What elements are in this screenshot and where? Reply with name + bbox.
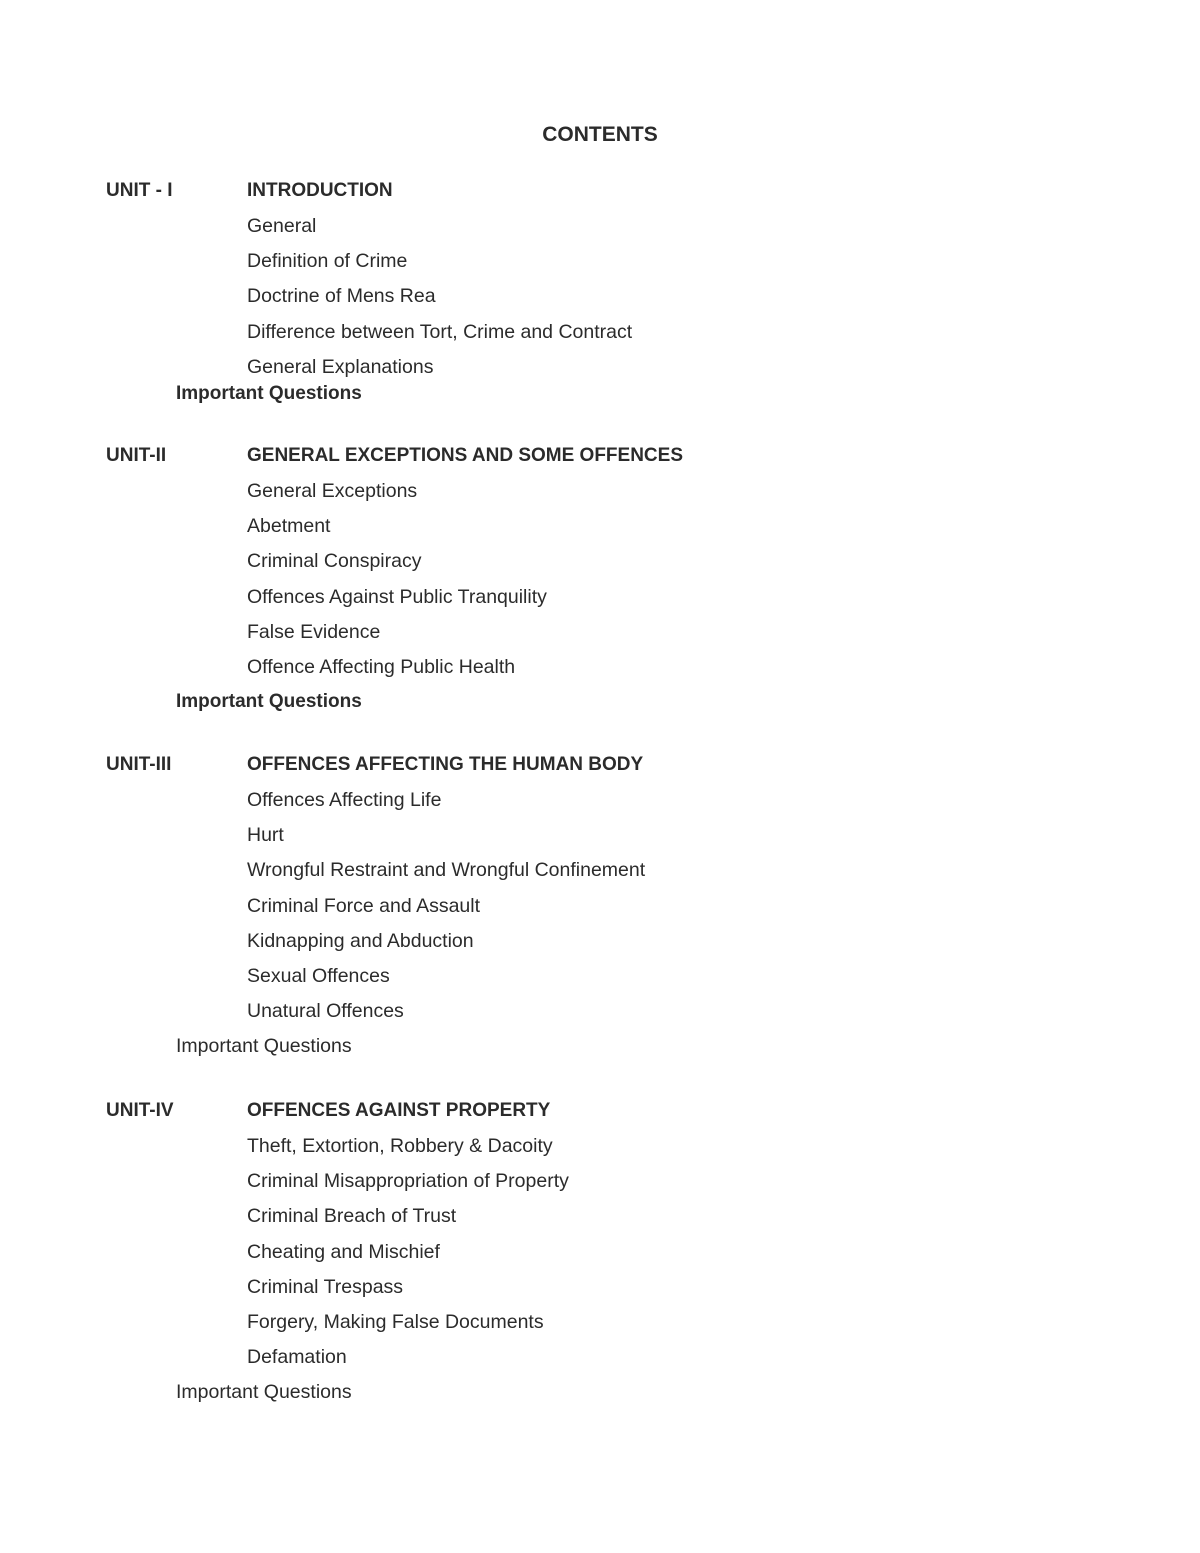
topic-item: Definition of Crime: [247, 250, 408, 273]
page-title: CONTENTS: [542, 123, 658, 146]
topic-item: Criminal Misappropriation of Property: [247, 1170, 569, 1193]
topic-item: Offences Against Public Tranquility: [247, 585, 547, 608]
unit-header: [0, 178, 1200, 213]
topic-item: Forgery, Making False Documents: [247, 1310, 544, 1333]
topic-item: Kidnapping and Abduction: [247, 929, 474, 952]
unit-header: [0, 443, 1200, 478]
topic-item: Sexual Offences: [247, 964, 390, 987]
unit-label: UNIT - I: [106, 180, 173, 201]
unit-section-1: [0, 178, 1200, 407]
unit-heading: OFFENCES AFFECTING THE HUMAN BODY: [247, 754, 644, 775]
topic-item: Unatural Offences: [247, 1000, 404, 1023]
topic-item: Theft, Extortion, Robbery & Dacoity: [247, 1135, 553, 1157]
important-questions: Important Questions: [176, 1035, 352, 1058]
important-questions: Important Questions: [176, 691, 362, 713]
topic-item: Cheating and Mischief: [247, 1240, 440, 1263]
topic-item: Doctrine of Mens Rea: [247, 285, 436, 308]
unit-heading: GENERAL EXCEPTIONS AND SOME OFFENCES: [247, 445, 683, 466]
topic-item: False Evidence: [247, 620, 381, 643]
unit-section-4: [0, 1098, 1200, 1405]
topic-item: Criminal Breach of Trust: [247, 1205, 457, 1228]
topic-list: [0, 1133, 1200, 1379]
topic-item: General: [247, 215, 317, 237]
topic-list: [0, 787, 1200, 1033]
unit-label: UNIT-III: [106, 754, 172, 775]
topic-item: Offences Affecting Life: [247, 789, 442, 811]
topic-item: Wrongful Restraint and Wrongful Confinement: [247, 859, 646, 882]
topic-item: Offence Affecting Public Health: [247, 655, 516, 678]
important-questions: Important Questions: [176, 383, 362, 405]
important-questions: Important Questions: [176, 1381, 352, 1404]
unit-header: [0, 752, 1200, 787]
topic-item: Difference between Tort, Crime and Contract: [247, 320, 633, 343]
unit-header: [0, 1098, 1200, 1133]
topic-item: Criminal Trespass: [247, 1275, 404, 1298]
topic-list: [0, 478, 1200, 689]
topic-item: Abetment: [247, 515, 331, 538]
unit-label: UNIT-II: [106, 445, 167, 466]
unit-heading: OFFENCES AGAINST PROPERTY: [247, 1100, 551, 1121]
unit-section-3: [0, 752, 1200, 1059]
topic-item: General Exceptions: [247, 480, 418, 502]
unit-section-2: [0, 443, 1200, 715]
topic-list: [0, 213, 1200, 389]
topic-item: Defamation: [247, 1346, 347, 1369]
topic-item: Criminal Force and Assault: [247, 894, 481, 917]
unit-label: UNIT-IV: [106, 1100, 174, 1121]
topic-item: General Explanations: [247, 355, 434, 378]
topic-item: Hurt: [247, 824, 284, 847]
topic-item: Criminal Conspiracy: [247, 550, 422, 573]
unit-heading: INTRODUCTION: [247, 180, 393, 201]
